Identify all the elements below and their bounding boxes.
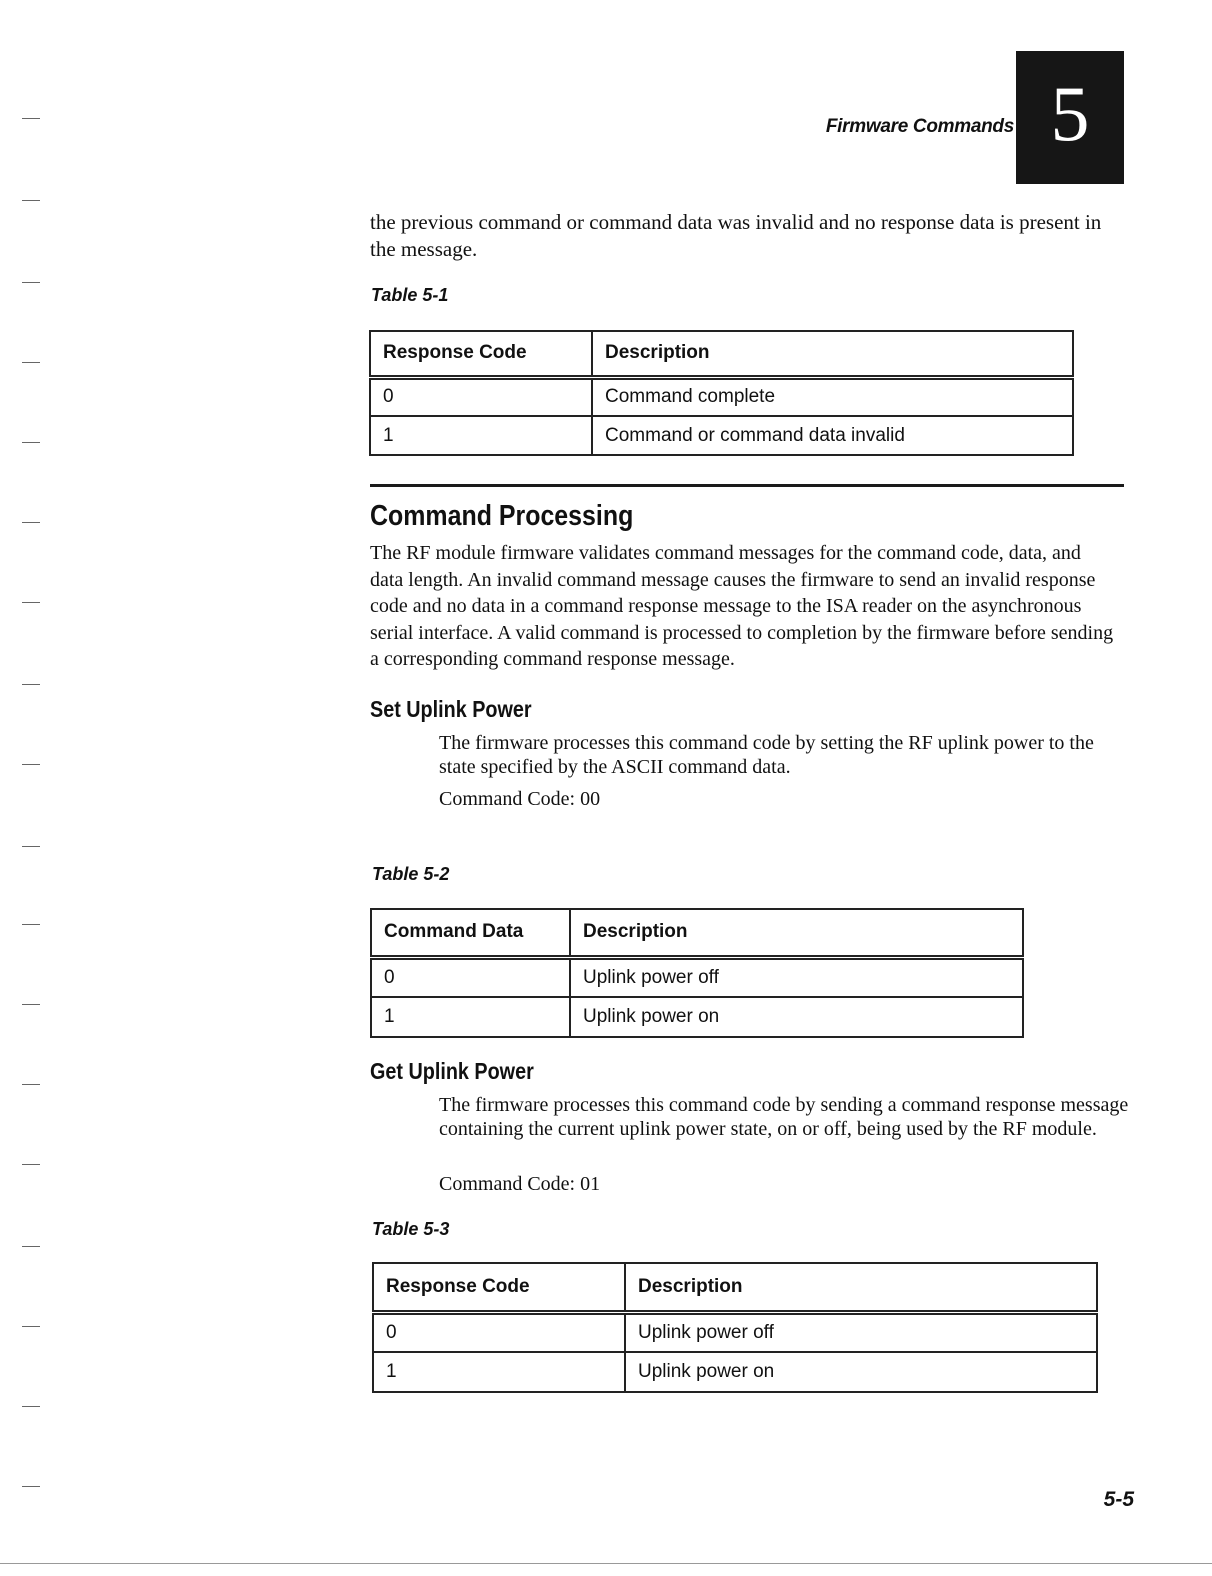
margin-mark <box>22 200 40 201</box>
table-cell: 0 <box>370 377 592 416</box>
table-cell: Command complete <box>592 377 1073 416</box>
margin-mark <box>22 1486 40 1487</box>
running-header-title: Firmware Commands <box>825 116 1014 137</box>
table-row <box>370 416 1073 455</box>
margin-mark <box>22 1406 40 1407</box>
get-uplink-paragraph: The firmware processes this command code by sending a command response message containing the current uplink power state, on or off, being used by the RF module. <box>439 1094 1129 1140</box>
margin-mark <box>22 924 40 925</box>
set-uplink-heading: Set Uplink Power <box>370 696 532 722</box>
table-cell: 1 <box>373 1352 625 1392</box>
margin-mark <box>22 362 40 363</box>
margin-mark <box>22 846 40 847</box>
table-row <box>373 1312 1097 1352</box>
page-number: 5-5 <box>1103 1488 1134 1511</box>
table-row <box>373 1352 1097 1392</box>
margin-mark <box>22 1246 40 1247</box>
table-5-1 <box>369 330 1074 456</box>
margin-mark <box>22 602 40 603</box>
table-cell: 1 <box>370 416 592 455</box>
table-5-2-caption: Table 5-2 <box>372 864 450 884</box>
table-5-1-caption: Table 5-1 <box>371 285 449 305</box>
table-header-cell: Description <box>570 909 1023 957</box>
table-5-2 <box>370 908 1024 1038</box>
get-uplink-command-code: Command Code: 01 <box>439 1173 601 1195</box>
table-cell: Uplink power off <box>625 1312 1097 1352</box>
section-divider <box>370 484 1124 487</box>
chapter-number: 5 <box>1050 70 1090 157</box>
margin-mark <box>22 522 40 523</box>
table-cell: Uplink power on <box>570 997 1023 1037</box>
table-row <box>371 957 1023 997</box>
margin-mark <box>22 684 40 685</box>
table-cell: 0 <box>371 957 570 997</box>
table-cell: Uplink power on <box>625 1352 1097 1392</box>
margin-mark <box>22 1326 40 1327</box>
table-5-3-caption: Table 5-3 <box>372 1219 450 1239</box>
table-cell: Uplink power off <box>570 957 1023 997</box>
margin-mark <box>22 1164 40 1165</box>
table-cell: 0 <box>373 1312 625 1352</box>
margin-mark <box>22 764 40 765</box>
table-header-cell: Description <box>625 1263 1097 1312</box>
margin-mark <box>22 1004 40 1005</box>
set-uplink-command-code: Command Code: 00 <box>439 788 601 810</box>
table-header-cell: Response Code <box>373 1263 625 1312</box>
section-heading: Command Processing <box>370 500 634 532</box>
table-cell: Command or command data invalid <box>592 416 1073 455</box>
set-uplink-paragraph: The firmware processes this command code by setting the RF uplink power to the state specified by the ASCII command data. <box>439 732 1094 778</box>
get-uplink-heading: Get Uplink Power <box>370 1058 534 1084</box>
table-5-3 <box>372 1262 1098 1393</box>
section-paragraph: The RF module firmware validates command messages for the command code, data, and data length. An invalid command message causes the firmware to send an invalid response code and no data in a command response message to the ISA reader on the asynchronous serial interface. A valid command is processed to completion by the firmware before sending a corresponding command response message. <box>370 542 1114 670</box>
intro-paragraph: the previous command or command data was invalid and no response data is present in the message. <box>370 210 1102 261</box>
chapter-tab <box>1016 51 1124 184</box>
table-header-cell: Response Code <box>370 331 592 377</box>
table-header-cell: Command Data <box>371 909 570 957</box>
margin-mark <box>22 442 40 443</box>
scan-edge-line <box>0 1563 1212 1564</box>
margin-mark <box>22 282 40 283</box>
margin-mark <box>22 118 40 119</box>
table-row <box>370 377 1073 416</box>
table-header-cell: Description <box>592 331 1073 377</box>
margin-mark <box>22 1084 40 1085</box>
table-cell: 1 <box>371 997 570 1037</box>
table-row <box>371 997 1023 1037</box>
